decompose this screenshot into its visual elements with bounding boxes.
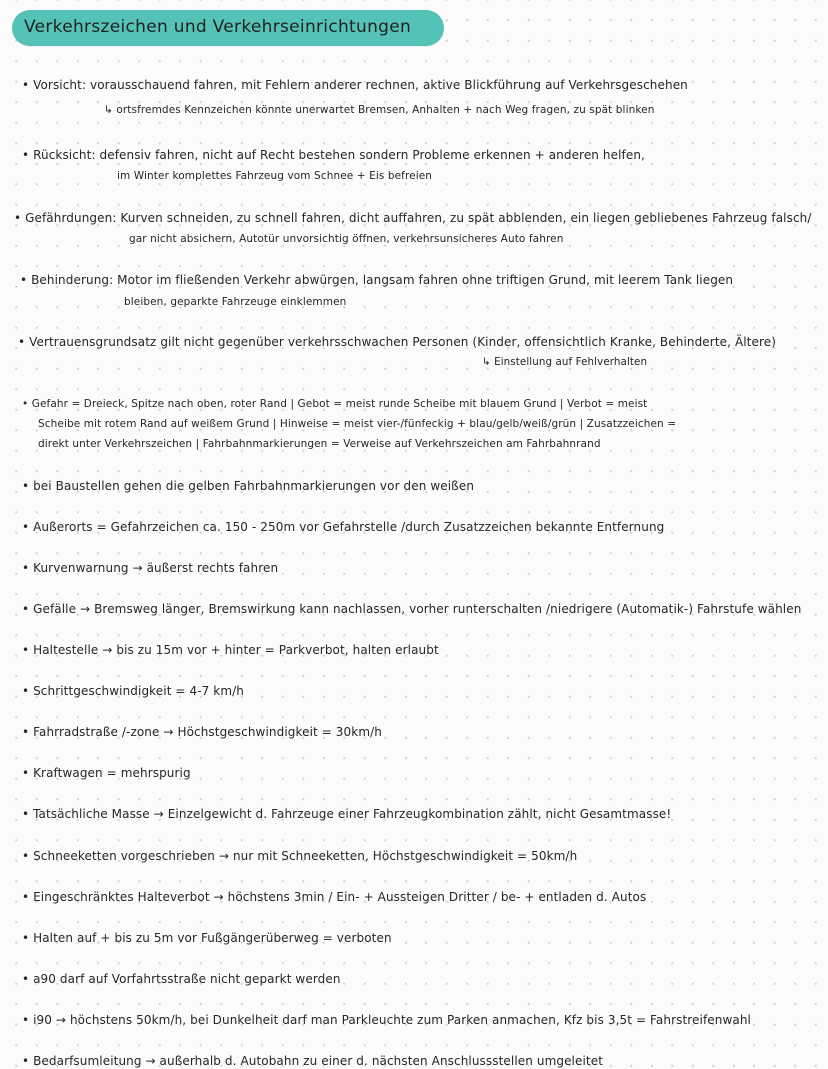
note-line: • Tatsächliche Masse → Einzelgewicht d. Fahrzeuge einer Fahrzeugkombination zählt, nicht Gesamtmasse!	[22, 807, 672, 821]
note-line: • Schrittgeschwindigkeit = 4-7 km/h	[22, 684, 244, 698]
note-line: • Gefährdungen: Kurven schneiden, zu schnell fahren, dicht auffahren, zu spät abblenden, ein liegen gebliebenes Fahrzeug falsch/	[14, 211, 812, 225]
note-line: direkt unter Verkehrszeichen | Fahrbahnmarkierungen = Verweise auf Verkehrszeichen am Fahrbahnrand	[38, 438, 601, 450]
note-line: • Gefälle → Bremsweg länger, Bremswirkung kann nachlassen, vorher runterschalten /niedrigere (Automatik-) Fahrstufe wählen	[22, 602, 802, 616]
note-line: ↳ ortsfremdes Kennzeichen könnte unerwartet Bremsen, Anhalten + nach Weg fragen, zu spät blinken	[104, 104, 655, 116]
note-line: • Kurvenwarnung → äußerst rechts fahren	[22, 561, 279, 575]
note-line: • Vertrauensgrundsatz gilt nicht gegenüber verkehrsschwachen Personen (Kinder, offensichtlich Kranke, Behinderte, Ältere)	[18, 335, 777, 349]
note-line: Scheibe mit rotem Rand auf weißem Grund | Hinweise = meist vier-/fünfeckig + blau/gelb/weiß/grün | Zusatzzeichen =	[38, 418, 677, 430]
note-line: • Fahrradstraße /-zone → Höchstgeschwindigkeit = 30km/h	[22, 725, 382, 739]
note-line: • Behinderung: Motor im fließenden Verkehr abwürgen, langsam fahren ohne triftigen Grund, mit leerem Tank liegen	[20, 273, 734, 287]
note-line: im Winter komplettes Fahrzeug vom Schnee + Eis befreien	[117, 170, 433, 182]
page-title: Verkehrszeichen und Verkehrseinrichtungen	[24, 17, 412, 37]
note-line: • Eingeschränktes Halteverbot → höchstens 3min / Ein- + Aussteigen Dritter / be- + entladen d. Autos	[22, 890, 647, 904]
note-line: • Rücksicht: defensiv fahren, nicht auf Recht bestehen sondern Probleme erkennen + anderen helfen,	[22, 148, 645, 162]
note-line: • Kraftwagen = mehrspurig	[22, 766, 191, 780]
page-title-banner	[12, 10, 444, 46]
note-line: • a90 darf auf Vorfahrtsstraße nicht geparkt werden	[22, 972, 341, 986]
note-line: • bei Baustellen gehen die gelben Fahrbahnmarkierungen vor den weißen	[22, 479, 475, 493]
note-line: • Gefahr = Dreieck, Spitze nach oben, roter Rand | Gebot = meist runde Scheibe mit blauem Grund | Verbot = meist	[22, 398, 648, 410]
note-line: bleiben, geparkte Fahrzeuge einklemmen	[124, 296, 347, 308]
note-line: • Bedarfsumleitung → außerhalb d. Autobahn zu einer d. nächsten Anschlussstellen umgeleitet	[22, 1054, 604, 1068]
note-line: • Halten auf + bis zu 5m vor Fußgängerüberweg = verboten	[22, 931, 392, 945]
note-line: • Schneeketten vorgeschrieben → nur mit Schneeketten, Höchstgeschwindigkeit = 50km/h	[22, 849, 578, 863]
note-line: ↳ Einstellung auf Fehlverhalten	[482, 356, 648, 368]
note-line: gar nicht absichern, Autotür unvorsichtig öffnen, verkehrsunsicheres Auto fahren	[129, 233, 564, 245]
note-line: • Außerorts = Gefahrzeichen ca. 150 - 250m vor Gefahrstelle /durch Zusatzzeichen bekannte Entfernung	[22, 520, 665, 534]
note-line: • Haltestelle → bis zu 15m vor + hinter = Parkverbot, halten erlaubt	[22, 643, 439, 657]
note-line: • Vorsicht: vorausschauend fahren, mit Fehlern anderer rechnen, aktive Blickführung auf Verkehrsgeschehen	[22, 78, 688, 92]
note-line: • i90 → höchstens 50km/h, bei Dunkelheit darf man Parkleuchte zum Parken anmachen, Kfz bis 3,5t = Fahrstreifenwahl	[22, 1013, 751, 1027]
